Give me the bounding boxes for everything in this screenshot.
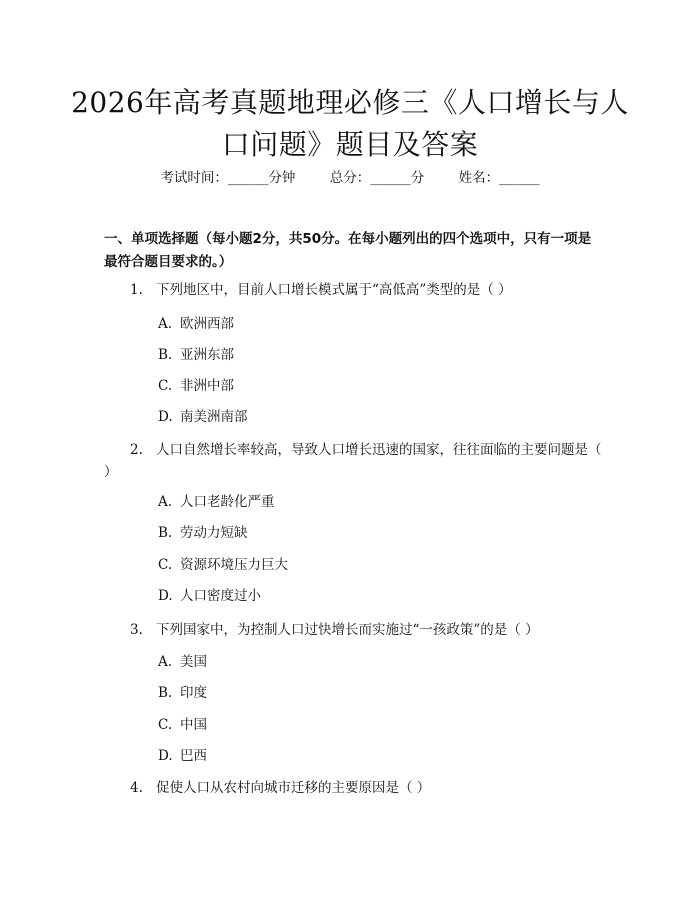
question-text: 下列国家中，为控制人口过快增长而实施过“一孩政策”的是（ ） xyxy=(156,622,539,638)
question-2 xyxy=(104,439,604,483)
student-name-field: 姓名：______ xyxy=(458,170,540,186)
option-text: 南美洲南部 xyxy=(180,409,248,425)
option-3d xyxy=(158,746,578,766)
option-text: 巴西 xyxy=(180,748,207,764)
option-2c xyxy=(158,555,578,575)
option-letter: C. xyxy=(158,557,173,573)
question-text: 人口自然增长率较高，导致人口增长迅速的国家，往往面临的主要问题是（ ） xyxy=(104,442,602,480)
question-number: 4. xyxy=(130,780,143,796)
option-text: 非洲中部 xyxy=(180,378,234,394)
option-letter: C. xyxy=(158,717,173,733)
question-4 xyxy=(104,777,604,799)
question-number: 3. xyxy=(130,622,143,638)
option-2b xyxy=(158,523,578,543)
question-number: 2. xyxy=(130,442,143,458)
option-letter: A. xyxy=(158,494,173,510)
option-1a xyxy=(158,314,578,334)
title-line-1: 2026年高考真题地理必修三《人口增长与人 xyxy=(71,86,629,119)
option-text: 中国 xyxy=(180,717,207,733)
question-1 xyxy=(104,279,604,301)
option-text: 资源环境压力巨大 xyxy=(180,557,288,573)
option-text: 美国 xyxy=(180,654,207,670)
document-title xyxy=(60,82,640,166)
title-line-2: 口问题》题目及答案 xyxy=(221,128,479,161)
option-text: 亚洲东部 xyxy=(180,347,234,363)
option-text: 欧洲西部 xyxy=(180,316,234,332)
option-text: 劳动力短缺 xyxy=(180,525,248,541)
option-3b xyxy=(158,683,578,703)
option-letter: B. xyxy=(158,525,173,541)
question-text: 下列地区中，目前人口增长模式属于“高低高”类型的是（ ） xyxy=(156,282,512,298)
question-text: 促使人口从农村向城市迁移的主要原因是（ ） xyxy=(156,780,431,796)
option-text: 人口老龄化严重 xyxy=(180,494,275,510)
option-letter: A. xyxy=(158,654,173,670)
option-3c xyxy=(158,715,578,735)
option-1b xyxy=(158,345,578,365)
section-heading: 一、单项选择题（每小题2分，共50分。在每小题列出的四个选项中，只有一项是最符合题目要求的。） xyxy=(104,231,592,270)
option-3a xyxy=(158,652,578,672)
total-score-field: 总分：______分 xyxy=(329,170,425,186)
exam-time-field: 考试时间：______分钟 xyxy=(160,170,296,186)
option-2d xyxy=(158,586,578,606)
option-letter: C. xyxy=(158,378,173,394)
option-1c xyxy=(158,376,578,396)
option-letter: A. xyxy=(158,316,173,332)
option-letter: B. xyxy=(158,347,173,363)
exam-info xyxy=(0,168,700,188)
option-1d xyxy=(158,407,578,427)
option-text: 人口密度过小 xyxy=(180,588,261,604)
question-3 xyxy=(104,619,604,641)
option-text: 印度 xyxy=(180,685,207,701)
question-number: 1. xyxy=(130,282,143,298)
option-letter: D. xyxy=(158,588,173,604)
option-letter: B. xyxy=(158,685,173,701)
option-letter: D. xyxy=(158,409,173,425)
option-letter: D. xyxy=(158,748,173,764)
option-2a xyxy=(158,492,578,512)
